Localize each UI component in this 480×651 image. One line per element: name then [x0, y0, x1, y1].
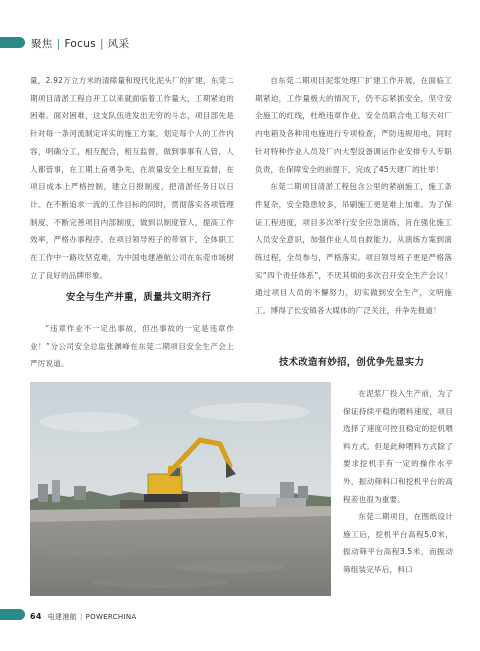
header-subsection: 风采 [107, 38, 130, 50]
left-column-text [30, 72, 234, 284]
section-title-safety: 安全与生产并重，质量共文明齐行 [66, 292, 212, 303]
page-number: 64 [30, 612, 42, 621]
header-accent-bar [0, 37, 25, 48]
footer-accent-bar [0, 609, 25, 620]
footer-separator: | [79, 613, 83, 621]
left-paragraph-2: “违章作业不一定出事故，但出事故的一定是违章作业！”分公司安全总监张渊峰在东莞二期项目安全生产会上严厉说道。 [30, 324, 234, 369]
page-footer [30, 612, 136, 622]
right-column-wrap-text [343, 385, 453, 579]
magazine-name-cn: 电建港航 [47, 613, 77, 621]
photo-illustration [30, 382, 331, 596]
right-paragraph-2: 东莞二期项目清淤工程包含公里的紧崩施工，施工条件复杂，安全隐患较多，吊刷施工更是难上加难。为了保证工程进度，项目多次举行安全应急演练，旨在强化施工人员安全意识，加强作业人员自救能力。从演练方案到演练过程，全员参与，严格落实。项目领导班子更是严格落实“四个责任体系”，不厌其烦的多次召开安全生产会议！通过项目人员的不懈努力，切实做到安全生产，文明施工，博得了长安镇各大媒体的广泛关注，并争先报道！ [255, 182, 452, 316]
header-separator: | [56, 38, 61, 50]
left-paragraph-1: 量，2.92万立方米的清障量和现代化泥头厂的扩建，东莞二期项目清淤工程自开工以来就面临着工作量大，工期紧迫的困难。面对困难，这支队伍进发出无穷的斗志，项目部先是针对每一条河流制定详实的施工方案，划定每个人的工作内容，明确分工，相互配合，相互监督，做到事事有人管，人人都管事，在工期上奋勇争先，在质量安全上相互监督，在项目成本上严格控制，建立日报制度，把清淤任务日以日计。在不断追求一流的工作目标的同时，贯彻落实各项管理制度，不断完善项目内部制度，做到以制度管人，提高工作效率，严格办事程序。在项目领导班子的带领下，全体职工在工作中一路攻坚克难，为中国电建港航公司在东莞市场树立了良好的品牌形象。 [30, 76, 234, 280]
right-column-text [255, 72, 452, 320]
magazine-name-en: POWERCHINA [85, 613, 137, 621]
excavator-photo [30, 382, 331, 596]
left-column-text-2 [30, 320, 234, 373]
header-section-cn: 聚焦 [31, 38, 53, 50]
right-paragraph-3: 在泥浆厂投入生产前，为了保证持续平稳的喂料速度，项目选择了速度可控且稳定的挖机喂料方式。但是此种喂料方式除了要求挖机手有一定的操作水平外，振动筛料口和挖机平台的高程差也很为重要。 [343, 389, 453, 504]
header-separator-2: | [99, 38, 104, 50]
right-paragraph-1: 自东莞二期项目泥浆处理厂扩建工作开展，在面临工期紧迫，工作量极大的情况下，仍不忘紧抓安全，坚守安全施工的红线，杜绝违章作业。安全员联合电工每天对厂内电箱及各种用电施进行专项检查，严防违规用电，同时针对特种作业人员及厂内大型设备调运作业安排专人专职负责，在保障安全的前提下，完成了45天建厂的壮举！ [255, 76, 452, 174]
section-title-tech: 技术改造有妙招，创优争先显实力 [279, 357, 425, 368]
header-section [31, 36, 129, 51]
right-paragraph-4: 东莞二期项目，在图纸设计施工后，挖机平台高程5.0米，振动筛平台高程3.5米，而振动筛组装完毕后，料口 [343, 512, 453, 574]
header-section-en: Focus [64, 38, 96, 50]
